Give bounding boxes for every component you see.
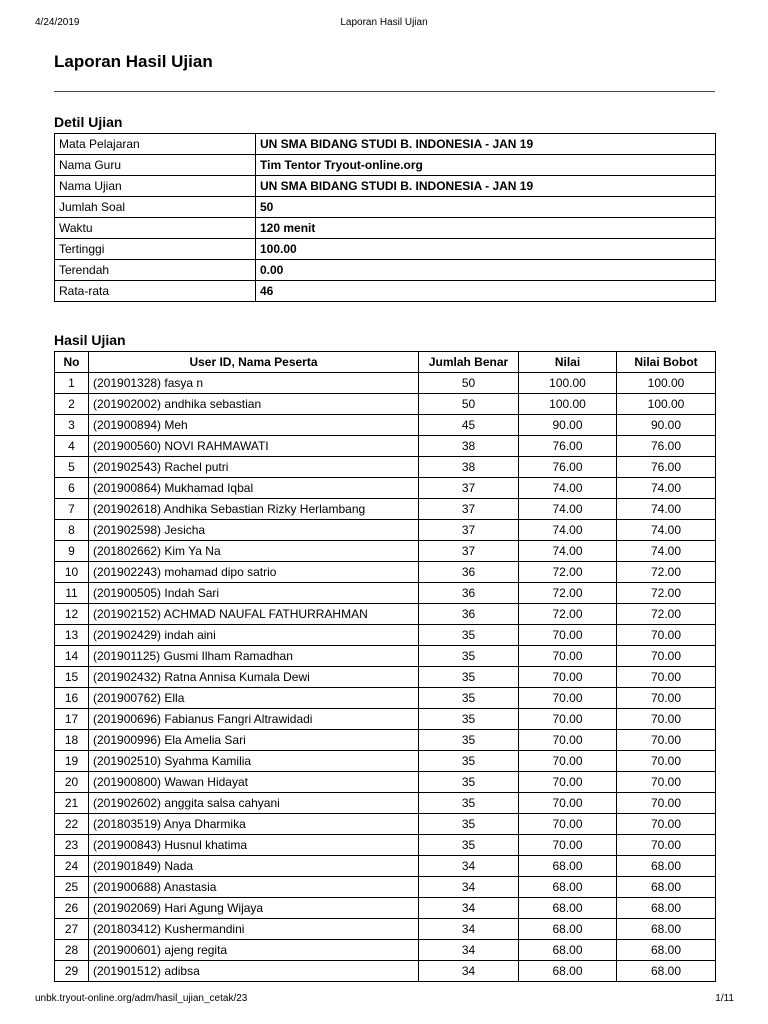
weighted-score: 74.00 — [617, 478, 716, 499]
detail-label: Rata-rata — [55, 281, 256, 302]
title-divider — [54, 91, 715, 92]
score: 68.00 — [519, 919, 617, 940]
participant-name: (201900996) Ela Amelia Sari — [89, 730, 419, 751]
correct-count: 38 — [419, 457, 519, 478]
weighted-score: 70.00 — [617, 625, 716, 646]
correct-count: 35 — [419, 709, 519, 730]
print-header — [0, 17, 768, 31]
participant-name: (201902432) Ratna Annisa Kumala Dewi — [89, 667, 419, 688]
page-number: 1/11 — [715, 993, 734, 1004]
participant-name: (201900688) Anastasia — [89, 877, 419, 898]
table-row — [55, 499, 716, 520]
participant-name: (201902002) andhika sebastian — [89, 394, 419, 415]
table-row — [55, 583, 716, 604]
row-no: 1 — [55, 373, 89, 394]
row-no: 26 — [55, 898, 89, 919]
table-row — [55, 688, 716, 709]
table-row — [55, 919, 716, 940]
table-row — [55, 877, 716, 898]
participant-name: (201900560) NOVI RAHMAWATI — [89, 436, 419, 457]
correct-count: 36 — [419, 604, 519, 625]
score: 72.00 — [519, 604, 617, 625]
detail-label: Nama Guru — [55, 155, 256, 176]
table-row — [55, 730, 716, 751]
row-no: 18 — [55, 730, 89, 751]
row-no: 24 — [55, 856, 89, 877]
score: 72.00 — [519, 583, 617, 604]
weighted-score: 70.00 — [617, 751, 716, 772]
table-row — [55, 751, 716, 772]
header-no: No — [55, 352, 89, 373]
participant-name: (201902618) Andhika Sebastian Rizky Herlambang — [89, 499, 419, 520]
participant-name: (201900505) Indah Sari — [89, 583, 419, 604]
header-correct-count: Jumlah Benar — [419, 352, 519, 373]
weighted-score: 100.00 — [617, 373, 716, 394]
correct-count: 34 — [419, 919, 519, 940]
table-row — [55, 415, 716, 436]
row-no: 15 — [55, 667, 89, 688]
weighted-score: 68.00 — [617, 919, 716, 940]
table-row — [55, 520, 716, 541]
row-no: 10 — [55, 562, 89, 583]
weighted-score: 70.00 — [617, 793, 716, 814]
detail-row — [55, 155, 716, 176]
detail-row — [55, 176, 716, 197]
weighted-score: 72.00 — [617, 604, 716, 625]
header-weighted-score: Nilai Bobot — [617, 352, 716, 373]
footer-url: unbk.tryout-online.org/adm/hasil_ujian_cetak/23 — [35, 993, 248, 1004]
weighted-score: 76.00 — [617, 436, 716, 457]
detail-value: 46 — [256, 281, 716, 302]
row-no: 8 — [55, 520, 89, 541]
row-no: 3 — [55, 415, 89, 436]
score: 70.00 — [519, 751, 617, 772]
weighted-score: 74.00 — [617, 541, 716, 562]
correct-count: 34 — [419, 940, 519, 961]
row-no: 13 — [55, 625, 89, 646]
row-no: 20 — [55, 772, 89, 793]
correct-count: 50 — [419, 373, 519, 394]
weighted-score: 70.00 — [617, 835, 716, 856]
score: 70.00 — [519, 625, 617, 646]
correct-count: 50 — [419, 394, 519, 415]
detail-row — [55, 239, 716, 260]
correct-count: 45 — [419, 415, 519, 436]
participant-name: (201803519) Anya Dharmika — [89, 814, 419, 835]
participant-name: (201900864) Mukhamad Iqbal — [89, 478, 419, 499]
weighted-score: 68.00 — [617, 898, 716, 919]
table-row — [55, 835, 716, 856]
row-no: 4 — [55, 436, 89, 457]
weighted-score: 70.00 — [617, 814, 716, 835]
correct-count: 35 — [419, 751, 519, 772]
detail-row — [55, 134, 716, 155]
score: 100.00 — [519, 394, 617, 415]
detail-value: UN SMA BIDANG STUDI B. INDONESIA - JAN 19 — [256, 134, 716, 155]
weighted-score: 70.00 — [617, 688, 716, 709]
table-row — [55, 625, 716, 646]
participant-name: (201901328) fasya n — [89, 373, 419, 394]
detail-row — [55, 197, 716, 218]
table-row — [55, 814, 716, 835]
participant-name: (201900762) Ella — [89, 688, 419, 709]
score: 70.00 — [519, 730, 617, 751]
participant-name: (201902152) ACHMAD NAUFAL FATHURRAHMAN — [89, 604, 419, 625]
participant-name: (201802662) Kim Ya Na — [89, 541, 419, 562]
weighted-score: 100.00 — [617, 394, 716, 415]
row-no: 7 — [55, 499, 89, 520]
row-no: 22 — [55, 814, 89, 835]
detail-label: Jumlah Soal — [55, 197, 256, 218]
correct-count: 35 — [419, 667, 519, 688]
row-no: 28 — [55, 940, 89, 961]
detail-value: 0.00 — [256, 260, 716, 281]
participant-name: (201902602) anggita salsa cahyani — [89, 793, 419, 814]
weighted-score: 70.00 — [617, 730, 716, 751]
score: 70.00 — [519, 772, 617, 793]
detail-section-title: Detil Ujian — [54, 114, 123, 130]
weighted-score: 70.00 — [617, 709, 716, 730]
score: 70.00 — [519, 667, 617, 688]
score: 68.00 — [519, 898, 617, 919]
detail-value: Tim Tentor Tryout-online.org — [256, 155, 716, 176]
score: 70.00 — [519, 688, 617, 709]
row-no: 16 — [55, 688, 89, 709]
weighted-score: 76.00 — [617, 457, 716, 478]
detail-row — [55, 281, 716, 302]
header-participant: User ID, Nama Peserta — [89, 352, 419, 373]
weighted-score: 68.00 — [617, 961, 716, 982]
row-no: 29 — [55, 961, 89, 982]
table-row — [55, 793, 716, 814]
score: 70.00 — [519, 709, 617, 730]
score: 68.00 — [519, 856, 617, 877]
correct-count: 35 — [419, 625, 519, 646]
correct-count: 34 — [419, 877, 519, 898]
row-no: 21 — [55, 793, 89, 814]
weighted-score: 68.00 — [617, 877, 716, 898]
participant-name: (201900800) Wawan Hidayat — [89, 772, 419, 793]
correct-count: 35 — [419, 814, 519, 835]
participant-name: (201900601) ajeng regita — [89, 940, 419, 961]
participant-name: (201902243) mohamad dipo satrio — [89, 562, 419, 583]
correct-count: 35 — [419, 793, 519, 814]
exam-results-table — [54, 351, 716, 982]
table-row — [55, 604, 716, 625]
score: 70.00 — [519, 793, 617, 814]
correct-count: 37 — [419, 541, 519, 562]
table-row — [55, 646, 716, 667]
detail-value: 120 menit — [256, 218, 716, 239]
correct-count: 34 — [419, 898, 519, 919]
participant-name: (201803412) Kushermandini — [89, 919, 419, 940]
detail-value: 100.00 — [256, 239, 716, 260]
correct-count: 37 — [419, 499, 519, 520]
correct-count: 34 — [419, 856, 519, 877]
results-section-title: Hasil Ujian — [54, 332, 126, 348]
table-row — [55, 541, 716, 562]
table-row — [55, 373, 716, 394]
row-no: 11 — [55, 583, 89, 604]
row-no: 19 — [55, 751, 89, 772]
participant-name: (201902510) Syahma Kamilia — [89, 751, 419, 772]
weighted-score: 72.00 — [617, 583, 716, 604]
participant-name: (201901125) Gusmi Ilham Ramadhan — [89, 646, 419, 667]
score: 74.00 — [519, 499, 617, 520]
row-no: 9 — [55, 541, 89, 562]
weighted-score: 68.00 — [617, 856, 716, 877]
row-no: 23 — [55, 835, 89, 856]
correct-count: 37 — [419, 478, 519, 499]
detail-label: Waktu — [55, 218, 256, 239]
weighted-score: 90.00 — [617, 415, 716, 436]
header-score: Nilai — [519, 352, 617, 373]
detail-value: UN SMA BIDANG STUDI B. INDONESIA - JAN 19 — [256, 176, 716, 197]
row-no: 14 — [55, 646, 89, 667]
correct-count: 36 — [419, 583, 519, 604]
page-title: Laporan Hasil Ujian — [54, 52, 213, 71]
score: 70.00 — [519, 835, 617, 856]
participant-name: (201901512) adibsa — [89, 961, 419, 982]
score: 76.00 — [519, 436, 617, 457]
detail-label: Nama Ujian — [55, 176, 256, 197]
correct-count: 35 — [419, 730, 519, 751]
weighted-score: 70.00 — [617, 772, 716, 793]
participant-name: (201902598) Jesicha — [89, 520, 419, 541]
detail-row — [55, 260, 716, 281]
table-row — [55, 394, 716, 415]
table-row — [55, 961, 716, 982]
print-date: 4/24/2019 — [35, 17, 80, 28]
weighted-score: 70.00 — [617, 667, 716, 688]
weighted-score: 74.00 — [617, 499, 716, 520]
detail-value: 50 — [256, 197, 716, 218]
correct-count: 35 — [419, 646, 519, 667]
score: 70.00 — [519, 646, 617, 667]
row-no: 2 — [55, 394, 89, 415]
row-no: 5 — [55, 457, 89, 478]
detail-row — [55, 218, 716, 239]
correct-count: 34 — [419, 961, 519, 982]
participant-name: (201902543) Rachel putri — [89, 457, 419, 478]
results-header-row — [55, 352, 716, 373]
detail-label: Terendah — [55, 260, 256, 281]
table-row — [55, 772, 716, 793]
correct-count: 35 — [419, 772, 519, 793]
table-row — [55, 940, 716, 961]
weighted-score: 74.00 — [617, 520, 716, 541]
table-row — [55, 457, 716, 478]
participant-name: (201900843) Husnul khatima — [89, 835, 419, 856]
weighted-score: 72.00 — [617, 562, 716, 583]
score: 68.00 — [519, 940, 617, 961]
correct-count: 36 — [419, 562, 519, 583]
score: 74.00 — [519, 520, 617, 541]
score: 74.00 — [519, 541, 617, 562]
score: 90.00 — [519, 415, 617, 436]
table-row — [55, 856, 716, 877]
weighted-score: 70.00 — [617, 646, 716, 667]
row-no: 17 — [55, 709, 89, 730]
row-no: 27 — [55, 919, 89, 940]
detail-label: Mata Pelajaran — [55, 134, 256, 155]
weighted-score: 68.00 — [617, 940, 716, 961]
row-no: 25 — [55, 877, 89, 898]
score: 100.00 — [519, 373, 617, 394]
participant-name: (201900696) Fabianus Fangri Altrawidadi — [89, 709, 419, 730]
correct-count: 37 — [419, 520, 519, 541]
exam-detail-table — [54, 133, 716, 302]
score: 72.00 — [519, 562, 617, 583]
participant-name: (201900894) Meh — [89, 415, 419, 436]
score: 68.00 — [519, 961, 617, 982]
detail-label: Tertinggi — [55, 239, 256, 260]
row-no: 6 — [55, 478, 89, 499]
participant-name: (201901849) Nada — [89, 856, 419, 877]
score: 68.00 — [519, 877, 617, 898]
correct-count: 35 — [419, 835, 519, 856]
participant-name: (201902069) Hari Agung Wijaya — [89, 898, 419, 919]
table-row — [55, 562, 716, 583]
table-row — [55, 478, 716, 499]
score: 74.00 — [519, 478, 617, 499]
row-no: 12 — [55, 604, 89, 625]
table-row — [55, 898, 716, 919]
correct-count: 38 — [419, 436, 519, 457]
table-row — [55, 709, 716, 730]
participant-name: (201902429) indah aini — [89, 625, 419, 646]
print-header-title: Laporan Hasil Ujian — [340, 17, 428, 28]
table-row — [55, 436, 716, 457]
table-row — [55, 667, 716, 688]
score: 76.00 — [519, 457, 617, 478]
score: 70.00 — [519, 814, 617, 835]
correct-count: 35 — [419, 688, 519, 709]
